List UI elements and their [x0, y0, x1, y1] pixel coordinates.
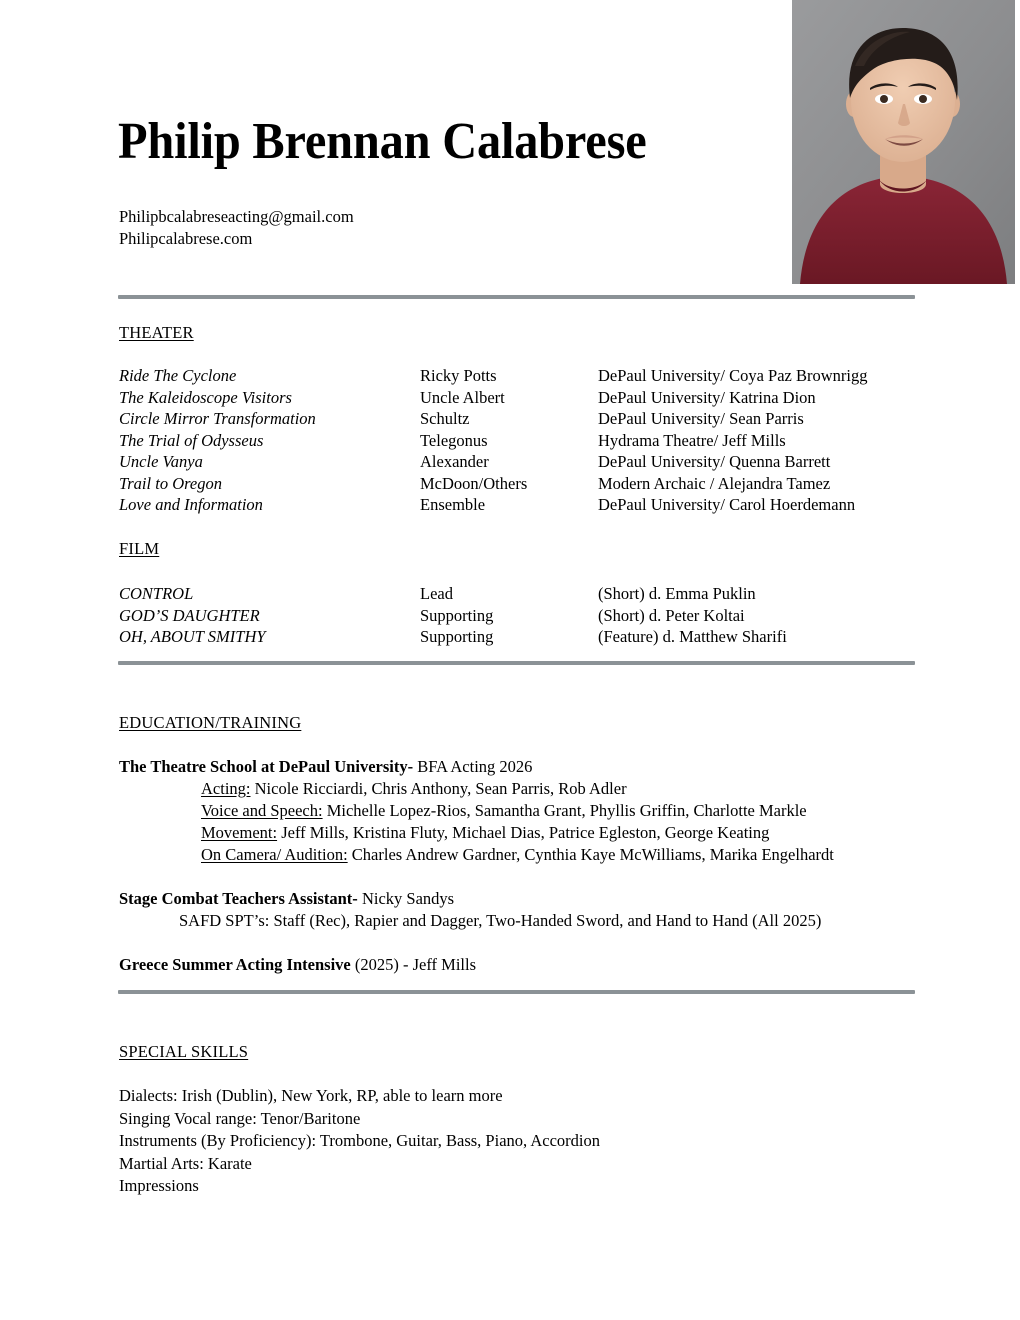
- section-heading-theater: THEATER: [119, 323, 194, 342]
- education-detail: (2025) - Jeff Mills: [350, 955, 476, 974]
- theater-credit-title: Uncle Vanya: [119, 452, 203, 471]
- education-detail: BFA Acting 2026: [413, 757, 533, 776]
- table-row: [119, 430, 919, 452]
- film-credit-title: CONTROL: [119, 584, 194, 603]
- table-row: [119, 626, 919, 648]
- education-sub-label: Acting:: [201, 779, 251, 798]
- skill-line: Singing Vocal range: Tenor/Baritone: [119, 1108, 361, 1128]
- special-skills-list: [119, 1085, 919, 1198]
- theater-credit-house: DePaul University/ Carol Hoerdemann: [598, 495, 856, 514]
- section-heading-film: FILM: [119, 539, 160, 558]
- table-row: [119, 583, 919, 605]
- education-sub-item: [119, 822, 919, 844]
- theater-credit-house: DePaul University/ Quenna Barrett: [598, 452, 831, 471]
- theater-credit-role: McDoon/Others: [420, 473, 528, 493]
- education-institution: Stage Combat Teachers Assistant-: [119, 889, 358, 908]
- film-credit-role: Supporting: [420, 627, 494, 646]
- education-spacer: [119, 932, 919, 954]
- film-credit-house: (Short) d. Emma Puklin: [598, 584, 756, 603]
- table-row: [119, 408, 919, 430]
- education-sub-item: [119, 844, 919, 866]
- film-credit-title: OH, ABOUT SMITHY: [119, 627, 266, 646]
- table-row: [119, 473, 919, 495]
- theater-credit-title: Ride The Cyclone: [119, 366, 237, 385]
- table-row: [119, 605, 919, 627]
- skill-line: Dialects: Irish (Dublin), New York, RP, able to learn more: [119, 1086, 503, 1105]
- theater-credit-role: Ensemble: [420, 495, 486, 514]
- theater-credit-role: Alexander: [420, 452, 489, 471]
- contact-block: [119, 206, 354, 250]
- theater-credit-house: DePaul University/ Coya Paz Brownrigg: [598, 366, 868, 385]
- table-row: [119, 365, 919, 387]
- section-heading-education: EDUCATION/TRAINING: [119, 713, 302, 732]
- theater-credit-role: Uncle Albert: [420, 387, 505, 407]
- page-title: Philip Brennan Calabrese: [118, 113, 647, 170]
- education-detail: Nicky Sandys: [357, 889, 455, 908]
- film-credit-house: (Short) d. Peter Koltai: [598, 605, 745, 625]
- skill-line: Impressions: [119, 1176, 199, 1195]
- theater-credit-role: Ricky Potts: [420, 366, 497, 385]
- education-sub-label: Voice and Speech:: [201, 801, 323, 820]
- theater-credit-title: Love and Information: [119, 495, 263, 514]
- section-heading-special-skills: SPECIAL SKILLS: [119, 1042, 249, 1061]
- education-sub-item: [119, 800, 919, 822]
- table-row: [119, 451, 919, 473]
- table-row: [119, 387, 919, 409]
- education-sub-text: SAFD SPT’s: Staff (Rec), Rapier and Dagger, Two-Handed Sword, and Hand to Hand (All 2025): [179, 911, 822, 930]
- headshot-photo: [792, 0, 1015, 284]
- film-credit-role: Supporting: [420, 605, 494, 625]
- headshot-illustration: [792, 0, 1015, 284]
- film-credits-table: [119, 583, 919, 648]
- divider-top: [118, 295, 915, 299]
- education-sub-item: [119, 910, 919, 932]
- education-entry-heading: [119, 756, 919, 778]
- theater-credit-house: Modern Archaic / Alejandra Tamez: [598, 473, 831, 493]
- education-entry-heading: [119, 954, 919, 976]
- divider-bottom: [118, 990, 915, 994]
- education-sub-text: Nicole Ricciardi, Chris Anthony, Sean Parris, Rob Adler: [250, 779, 627, 798]
- education-spacer: [119, 866, 919, 888]
- theater-credit-role: Telegonus: [420, 430, 488, 450]
- education-institution: The Theatre School at DePaul University-: [119, 757, 414, 776]
- divider-middle: [118, 661, 915, 665]
- education-sub-text: Charles Andrew Gardner, Cynthia Kaye McWilliams, Marika Engelhardt: [347, 845, 834, 864]
- skill-line: Instruments (By Proficiency): Trombone, Guitar, Bass, Piano, Accordion: [119, 1131, 600, 1150]
- contact-email[interactable]: Philipbcalabreseacting@gmail.com: [119, 207, 354, 226]
- education-sub-label: On Camera/ Audition:: [201, 845, 348, 864]
- contact-website[interactable]: Philipcalabrese.com: [119, 229, 253, 248]
- education-entry-heading: [119, 888, 919, 910]
- theater-credit-title: The Trial of Odysseus: [119, 430, 264, 450]
- theater-credit-house: DePaul University/ Katrina Dion: [598, 387, 816, 407]
- film-credit-title: GOD’S DAUGHTER: [119, 605, 260, 625]
- film-credit-role: Lead: [420, 584, 453, 603]
- theater-credits-table: [119, 365, 919, 516]
- education-sub-label: Movement:: [201, 823, 278, 842]
- theater-credit-title: The Kaleidoscope Visitors: [119, 387, 292, 407]
- table-row: [119, 494, 919, 516]
- education-entry: [119, 756, 919, 866]
- film-credit-house: (Feature) d. Matthew Sharifi: [598, 627, 787, 646]
- education-entry: [119, 888, 919, 932]
- education-sub-text: Michelle Lopez-Rios, Samantha Grant, Phyllis Griffin, Charlotte Markle: [322, 801, 807, 820]
- education-sub-item: [119, 778, 919, 800]
- education-entry: [119, 954, 919, 976]
- education-entries: [119, 756, 919, 976]
- theater-credit-house: Hydrama Theatre/ Jeff Mills: [598, 430, 786, 450]
- education-sub-text: Jeff Mills, Kristina Fluty, Michael Dias, Patrice Egleston, George Keating: [277, 823, 770, 842]
- theater-credit-title: Trail to Oregon: [119, 473, 222, 493]
- theater-credit-house: DePaul University/ Sean Parris: [598, 409, 804, 428]
- theater-credit-role: Schultz: [420, 409, 470, 428]
- skill-line: Martial Arts: Karate: [119, 1153, 252, 1173]
- theater-credit-title: Circle Mirror Transformation: [119, 409, 316, 428]
- education-institution: Greece Summer Acting Intensive: [119, 955, 351, 974]
